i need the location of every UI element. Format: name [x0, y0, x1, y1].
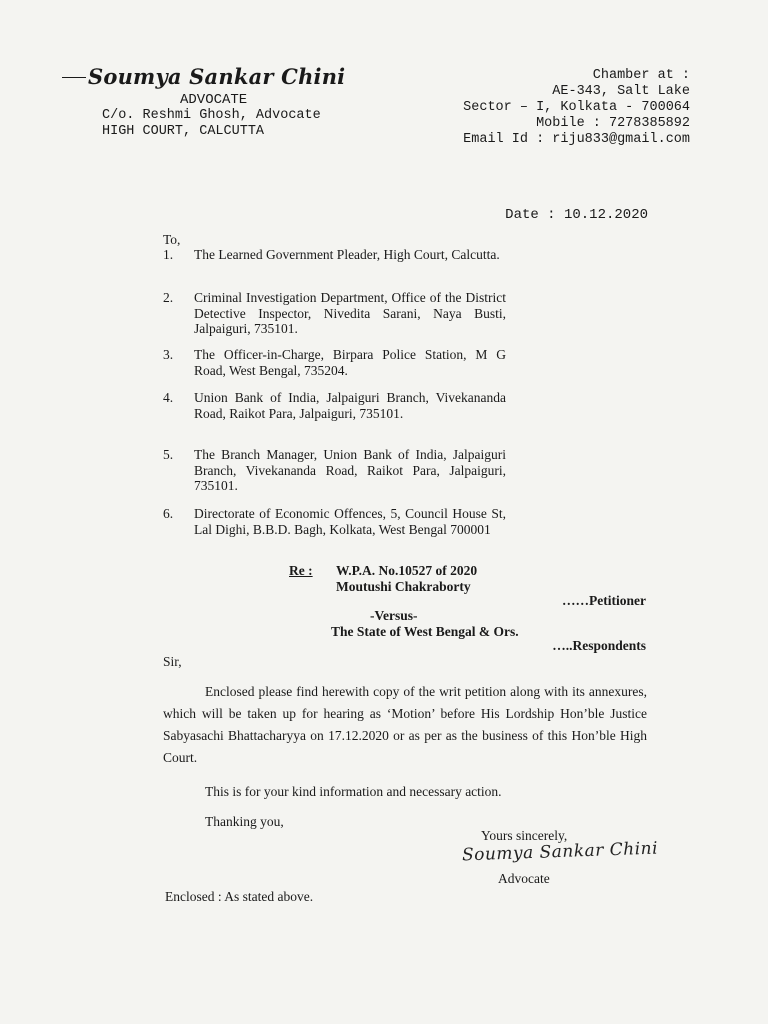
- petitioner-name: Moutushi Chakraborty: [336, 579, 471, 594]
- thanking-line: Thanking you,: [205, 814, 284, 829]
- court-line: HIGH COURT, CALCUTTA: [102, 124, 265, 139]
- respondent-role: …..Respondents: [552, 638, 646, 653]
- petitioner-role: ……Petitioner: [562, 593, 646, 608]
- recipient-text: The Officer-in-Charge, Birpara Police Station, M G Road, West Bengal, 735204.: [194, 347, 506, 378]
- closing-line: Yours sincerely,: [481, 828, 568, 843]
- case-number: W.P.A. No.10527 of 2020: [336, 563, 478, 578]
- re-label: Re :: [289, 563, 313, 578]
- salutation: Sir,: [163, 654, 182, 669]
- enclosure-note: Enclosed : As stated above.: [165, 889, 314, 904]
- address-line-2: Sector – I, Kolkata - 700064: [463, 100, 690, 115]
- chamber-label: Chamber at :: [592, 68, 690, 83]
- body-paragraph: Enclosed please find herewith copy of the writ petition along with its annexures, which will be taken up for hearing as ‘Motion’ before His Lordship Hon’ble Justice Sabyasachi Bhattacharyya on 17.12.2020 or as per as the business of this Hon’ble High Court.: [163, 684, 647, 765]
- recipient-number: 1.: [163, 247, 174, 262]
- recipient-text: Criminal Investigation Department, Office of the District Detective Inspector, Nivedita Sarani, Naya Busti, Jalpaiguri, 735101.: [194, 290, 506, 337]
- letter-date: Date : 10.12.2020: [505, 207, 648, 223]
- to-label: To,: [163, 232, 181, 247]
- recipient-number: 5.: [163, 447, 174, 462]
- signer-title: Advocate: [498, 871, 550, 886]
- advocate-name: Soumya Sankar Chini: [88, 64, 346, 89]
- name-flourish: [62, 77, 86, 78]
- versus-label: -Versus-: [370, 608, 418, 623]
- chamber-address: [463, 68, 690, 148]
- recipient-number: 2.: [163, 290, 174, 305]
- recipient-text: The Learned Government Pleader, High Court, Calcutta.: [194, 247, 500, 262]
- recipient-number: 6.: [163, 506, 174, 521]
- recipient-text: Directorate of Economic Offences, 5, Council House St, Lal Dighi, B.B.D. Bagh, Kolkata, West Bengal 700001: [194, 506, 506, 537]
- advocate-designation: ADVOCATE: [180, 92, 248, 108]
- respondent-name: The State of West Bengal & Ors.: [331, 624, 519, 639]
- body-paragraph-info: This is for your kind information and necessary action.: [205, 784, 502, 799]
- care-of-line: C/o. Reshmi Ghosh, Advocate: [102, 108, 321, 123]
- address-line-1: AE-343, Salt Lake: [552, 84, 690, 99]
- recipient-number: 4.: [163, 390, 174, 405]
- recipient-text: Union Bank of India, Jalpaiguri Branch, Vivekananda Road, Raikot Para, Jalpaiguri, 735101.: [194, 390, 506, 421]
- handwritten-signature: Soumya Sankar Chini: [461, 838, 659, 866]
- case-reference: [336, 563, 477, 595]
- recipient-number: 3.: [163, 347, 174, 362]
- recipient-text: The Branch Manager, Union Bank of India, Jalpaiguri Branch, Vivekananda Road, Raikot Para, Jalpaiguri, 735101.: [194, 447, 506, 494]
- email-address: Email Id : riju833@gmail.com: [463, 132, 690, 147]
- mobile-number: Mobile : 7278385892: [536, 116, 690, 131]
